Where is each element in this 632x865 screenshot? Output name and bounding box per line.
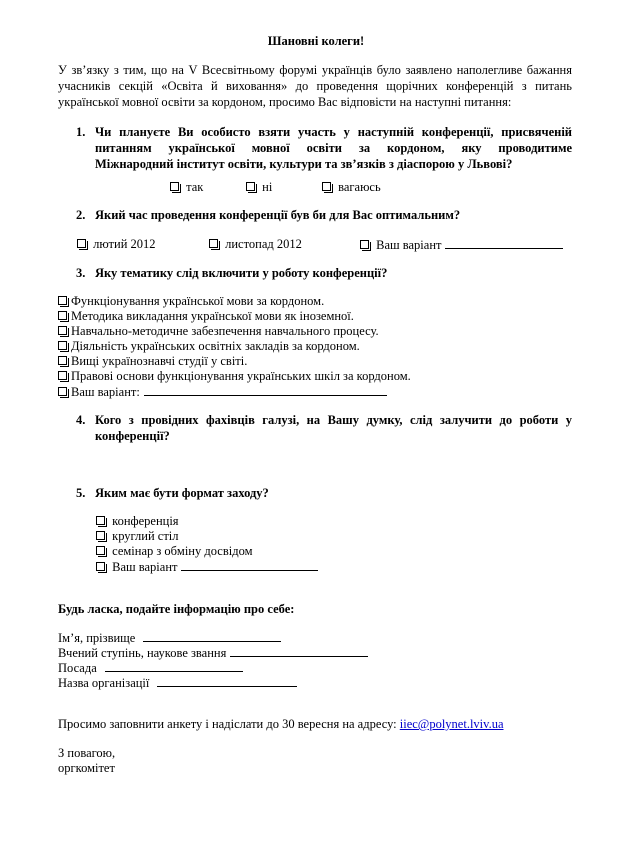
checkbox-icon[interactable] bbox=[170, 182, 179, 191]
q3-option-1[interactable]: Функціонування української мови за кордоном. bbox=[58, 294, 324, 309]
q1-option-no[interactable]: ні bbox=[246, 180, 272, 195]
checkbox-icon[interactable] bbox=[96, 546, 105, 555]
checkbox-icon[interactable] bbox=[246, 182, 255, 191]
checkbox-icon[interactable] bbox=[209, 239, 218, 248]
q2-option-other[interactable]: Ваш варіант bbox=[360, 237, 563, 253]
q2-text: Який час проведення конференції був би для Вас оптимальним? bbox=[95, 208, 461, 222]
checkbox-icon[interactable] bbox=[58, 296, 67, 305]
checkbox-icon[interactable] bbox=[58, 356, 67, 365]
q5-option-other[interactable]: Ваш варіант bbox=[96, 559, 318, 575]
signoff-line-1: З повагою, bbox=[58, 746, 116, 760]
q3-option-other[interactable]: Ваш варіант: bbox=[58, 384, 387, 400]
checkbox-icon[interactable] bbox=[58, 326, 67, 335]
q5-option-seminar[interactable]: семінар з обміну досвідом bbox=[96, 544, 253, 559]
q3-text: Яку тематику слід включити у роботу конференції? bbox=[95, 266, 388, 280]
q5-option-conference[interactable]: конференція bbox=[96, 514, 179, 529]
q1-line-1: Чи плануєте Ви особисто взяти участь у наступній конференції, присвяченій bbox=[95, 125, 572, 139]
position-blank[interactable] bbox=[105, 660, 243, 672]
intro-line-2: учасників секцій «Освіта й виховання» до проведення щорічних конференцій з питань bbox=[58, 79, 572, 93]
checkbox-icon[interactable] bbox=[58, 371, 67, 380]
q1-option-yes[interactable]: так bbox=[170, 180, 203, 195]
q2-other-blank[interactable] bbox=[445, 237, 563, 249]
info-field-name[interactable]: Ім’я, прізвище bbox=[58, 630, 281, 646]
name-blank[interactable] bbox=[143, 630, 281, 642]
checkbox-icon[interactable] bbox=[58, 387, 67, 396]
q4-line-1: Кого з провідних фахівців галузі, на Вашу думку, слід залучити до роботи у bbox=[95, 413, 572, 427]
q4-number: 4. bbox=[76, 413, 86, 427]
q4-line-2: конференції? bbox=[95, 429, 170, 443]
info-heading: Будь ласка, подайте інформацію про себе: bbox=[58, 602, 295, 616]
checkbox-icon[interactable] bbox=[96, 531, 105, 540]
checkbox-icon[interactable] bbox=[360, 240, 369, 249]
organization-blank[interactable] bbox=[157, 675, 297, 687]
checkbox-icon[interactable] bbox=[58, 341, 67, 350]
closing-line: Просимо заповнити анкету і надіслати до 30 вересня на адресу: iiec@polynet.lviv.ua bbox=[58, 717, 504, 731]
q1-number: 1. bbox=[76, 125, 86, 139]
info-field-degree[interactable]: Вчений ступінь, наукове звання bbox=[58, 645, 368, 661]
intro-line-3: української мовної освіти за кордоном, просимо Вас відповісти на наступні питання: bbox=[58, 95, 512, 109]
q1-option-hesitate[interactable]: вагаюсь bbox=[322, 180, 381, 195]
q2-option-nov[interactable]: листопад 2012 bbox=[209, 237, 302, 252]
q1-line-3: Міжнародний інститут освіти, культури та зв’язків з діаспорою у Львові? bbox=[95, 157, 513, 171]
q2-number: 2. bbox=[76, 208, 86, 222]
q3-number: 3. bbox=[76, 266, 86, 280]
q3-option-2[interactable]: Методика викладання української мови як іноземної. bbox=[58, 309, 354, 324]
q3-option-5[interactable]: Вищі українознавчі студії у світі. bbox=[58, 354, 247, 369]
checkbox-icon[interactable] bbox=[96, 516, 105, 525]
checkbox-icon[interactable] bbox=[77, 239, 86, 248]
info-field-organization[interactable]: Назва організації bbox=[58, 675, 297, 691]
intro-line-1: У зв’язку з тим, що на V Всесвітньому форумі українців було заявлено наполегливе бажання bbox=[58, 63, 572, 77]
q5-text: Яким має бути формат заходу? bbox=[95, 486, 269, 500]
info-field-position[interactable]: Посада bbox=[58, 660, 243, 676]
q2-option-feb[interactable]: лютий 2012 bbox=[77, 237, 156, 252]
degree-blank[interactable] bbox=[230, 645, 368, 657]
q5-option-roundtable[interactable]: круглий стіл bbox=[96, 529, 179, 544]
page-title: Шановні колеги! bbox=[267, 34, 365, 48]
q3-option-6[interactable]: Правові основи функціонування українських шкіл за кордоном. bbox=[58, 369, 411, 384]
checkbox-icon[interactable] bbox=[322, 182, 331, 191]
email-link[interactable]: iiec@polynet.lviv.ua bbox=[399, 717, 504, 731]
q5-other-blank[interactable] bbox=[181, 559, 318, 571]
checkbox-icon[interactable] bbox=[58, 311, 67, 320]
checkbox-icon[interactable] bbox=[96, 562, 105, 571]
q5-number: 5. bbox=[76, 486, 86, 500]
signoff-line-2: оргкомітет bbox=[58, 761, 115, 775]
q3-other-blank[interactable] bbox=[144, 384, 387, 396]
q3-option-4[interactable]: Діяльність українських освітніх закладів за кордоном. bbox=[58, 339, 360, 354]
q3-option-3[interactable]: Навчально-методичне забезпечення навчального процесу. bbox=[58, 324, 379, 339]
q1-line-2: питанням української мовної освіти за кордоном, яку проводитиме bbox=[95, 141, 572, 155]
